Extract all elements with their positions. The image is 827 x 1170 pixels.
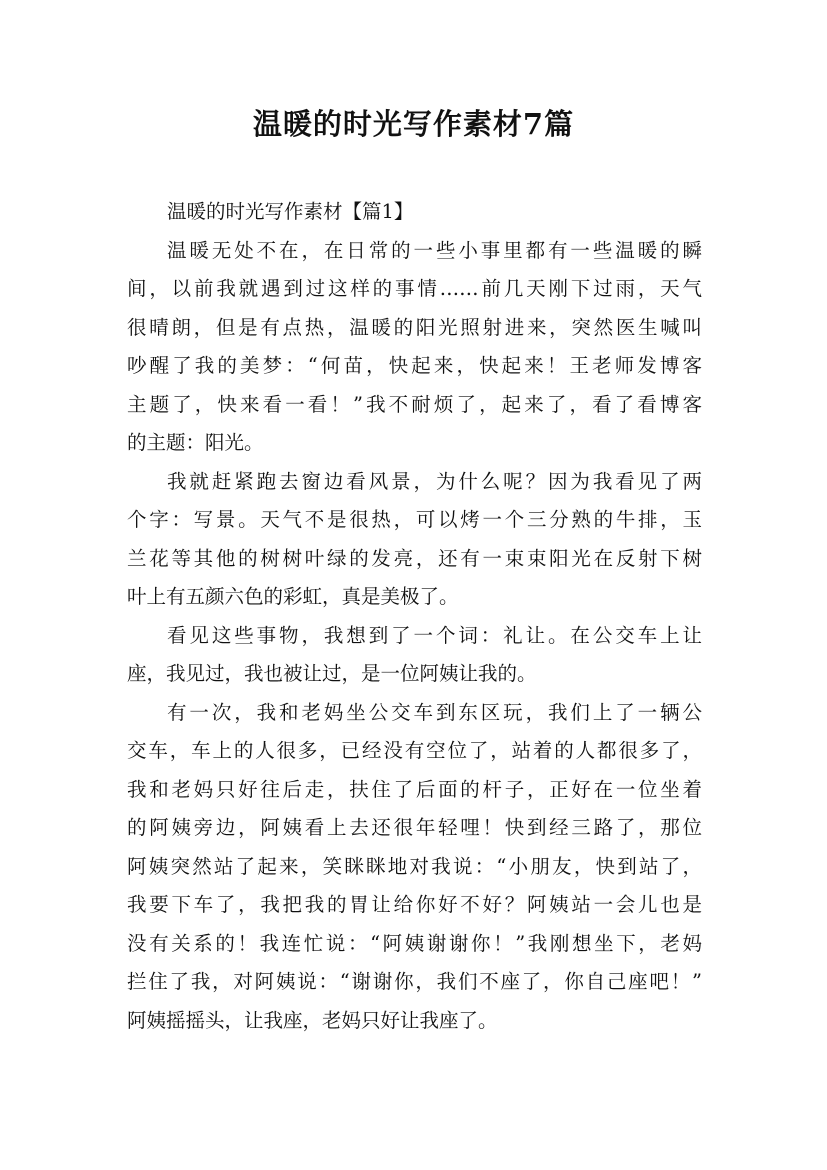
paragraph-4-line-9: 阿姨摇摇头，让我座，老妈只好让我座了。 xyxy=(127,1008,498,1032)
paragraph-1-line-5: 主题了，快来看一看！”我不耐烦了，起来了，看了看博客 xyxy=(127,392,702,416)
section-heading: 温暖的时光写作素材【篇1】 xyxy=(167,200,414,223)
paragraph-2-line-4: 叶上有五颜六色的彩虹，真是美极了。 xyxy=(127,585,459,608)
paragraph-1-line-1: 温暖无处不在，在日常的一些小事里都有一些温暖的瞬 xyxy=(167,238,702,262)
paragraph-4-line-4: 的阿姨旁边，阿姨看上去还很年轻哩！快到经三路了，那位 xyxy=(127,816,702,839)
paragraph-1-line-4: 吵醒了我的美梦：“何苗，快起来，快起来！王老师发博客 xyxy=(127,354,702,377)
paragraph-1-line-3: 很晴朗，但是有点热，温暖的阳光照射进来，突然医生喊叫 xyxy=(127,315,702,339)
paragraph-4-line-8: 拦住了我，对阿姨说：“谢谢你，我们不座了，你自己座吧！” xyxy=(127,970,702,993)
paragraph-4-line-3: 我和老妈只好往后走，扶住了后面的杆子，正好在一位坐着 xyxy=(127,777,702,801)
paragraph-1-line-2: 间，以前我就遇到过这样的事情……前几天刚下过雨，天气 xyxy=(127,277,702,300)
paragraph-2-line-3: 兰花等其他的树树叶绿的发亮，还有一束束阳光在反射下树 xyxy=(127,546,702,570)
paragraph-3-line-1: 看见这些事物，我想到了一个词：礼让。在公交车上让 xyxy=(167,623,702,647)
paragraph-3-line-2: 座，我见过，我也被让过，是一位阿姨让我的。 xyxy=(127,662,537,685)
document-title: 温暖的时光写作素材7篇 xyxy=(252,107,575,141)
paragraph-4-line-1: 有一次，我和老妈坐公交车到东区玩，我们上了一辆公 xyxy=(167,700,702,724)
paragraph-2-line-1: 我就赶紧跑去窗边看风景，为什么呢？因为我看见了两 xyxy=(167,469,702,493)
paragraph-2-line-2: 个字：写景。天气不是很热，可以烤一个三分熟的牛排，玉 xyxy=(127,508,702,531)
paragraph-4-line-7: 没有关系的！我连忙说：“阿姨谢谢你！”我刚想坐下，老妈 xyxy=(127,931,702,955)
paragraph-4-line-2: 交车，车上的人很多，已经没有空位了，站着的人都很多了， xyxy=(127,739,702,762)
paragraph-4-line-5: 阿姨突然站了起来，笑眯眯地对我说：“小朋友，快到站了， xyxy=(127,854,702,878)
paragraph-1-line-6: 的主题：阳光。 xyxy=(127,431,264,454)
paragraph-4-line-6: 我要下车了，我把我的胃让给你好不好？阿姨站一会儿也是 xyxy=(127,893,702,916)
document-body xyxy=(127,193,702,1040)
